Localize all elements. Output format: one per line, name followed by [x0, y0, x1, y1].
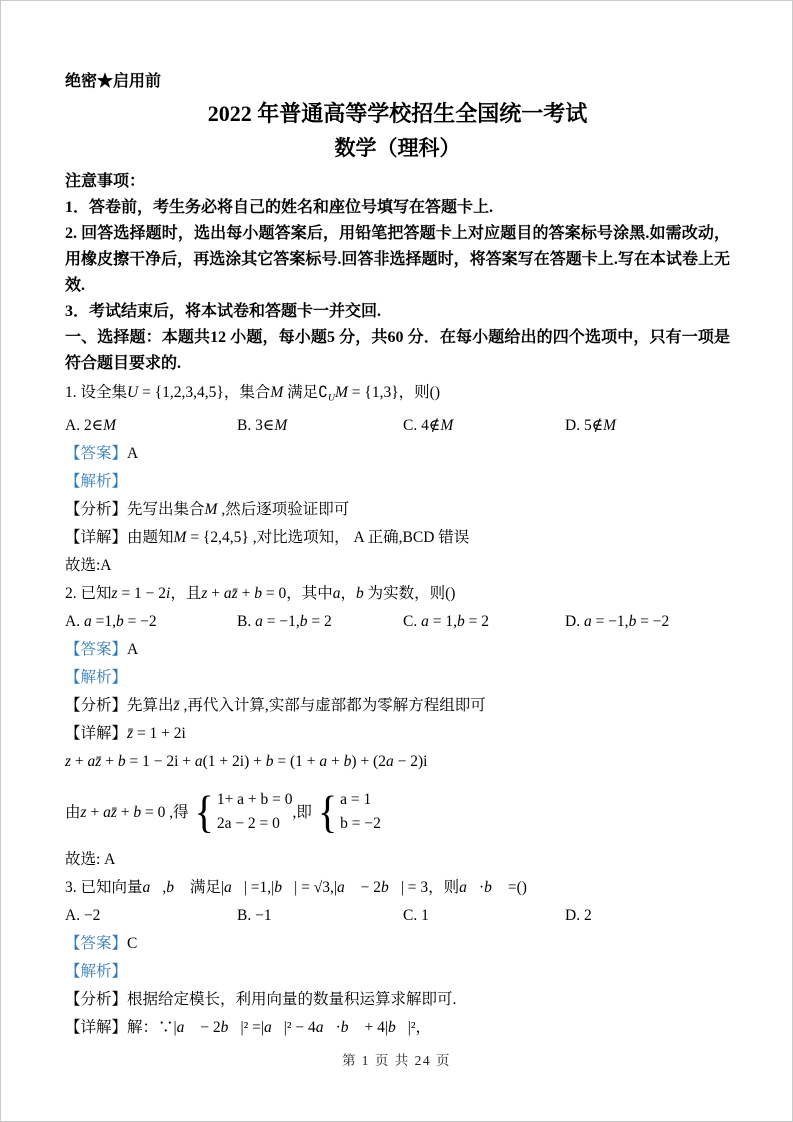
question-1-option-c: C. 4∉M — [403, 417, 454, 435]
equation: a = 1 — [340, 790, 372, 808]
answer-value: A — [127, 445, 139, 463]
question-2-answer-line — [65, 640, 730, 660]
question-1-option-b: B. 3∈M — [237, 417, 288, 435]
question-1 — [65, 383, 730, 576]
section-one-heading: 一、选择题：本题共12 小题，每小题5 分，共60 分．在每小题给出的四个选项中，只有一项是符合题目要求的. — [65, 329, 730, 372]
system-prefix: 由z + az̄ + b = 0 ,得 — [65, 804, 189, 822]
question-2-option-b: B. a = −1,b = 2 — [237, 613, 332, 631]
system-equations-2 — [340, 789, 381, 834]
curly-brace-icon: { — [317, 785, 338, 838]
question-3-option-a: A. −2 — [65, 907, 101, 925]
question-3-stem: 3. 已知向量a⃗,b⃗ 满足|a⃗| =1,|b⃗| = √3,|a⃗ − 2b⃗| = 3，则a⃗·b⃗ =() — [65, 879, 527, 897]
question-3-option-d: D. 2 — [565, 907, 592, 925]
notice-heading: 注意事项： — [65, 173, 146, 190]
question-3-option-b: B. −1 — [237, 907, 272, 925]
question-1-analysis: 【分析】先写出集合M ,然后逐项验证即可 — [65, 501, 350, 519]
question-1-detail: 【详解】由题知M = {2,4,5} ,对比选项知， A 正确,BCD 错误 — [65, 529, 470, 547]
question-2-equation-system — [65, 780, 730, 842]
question-2-option-c: C. a = 1,b = 2 — [403, 613, 489, 631]
question-3-analysis-header: 【解析】 — [65, 963, 128, 981]
question-2-conclusion: 故选: A — [65, 851, 116, 869]
question-3-answer-line — [65, 934, 730, 954]
notice-item-1: 1．答卷前，考生务必将自己的姓名和座位号填写在答题卡上. — [65, 199, 494, 216]
question-2-analysis-header: 【解析】 — [65, 669, 128, 687]
question-1-answer-line — [65, 444, 730, 464]
question-2-stem: 2. 已知z = 1 − 2i，且z + az̄ + b = 0，其中a，b 为实数，则() — [65, 585, 456, 603]
question-3-detail: 【详解】解：∵|a⃗ − 2b⃗|² =|a⃗|² − 4a⃗·b⃗ + 4|b⃗|²， — [65, 1019, 432, 1037]
question-3-option-c: C. 1 — [403, 907, 429, 925]
question-1-option-d: D. 5∉M — [565, 417, 617, 435]
question-2-detail-line-2: z + az̄ + b = 1 − 2i + a(1 + 2i) + b = (1 + a + b) + (2a − 2)i — [65, 753, 428, 771]
page-footer: 第 1 页 共 24 页 — [341, 1053, 452, 1068]
question-2-option-d: D. a = −1,b = −2 — [565, 613, 670, 631]
question-1-stem: 1. 设全集U = {1,2,3,4,5}，集合M 满足$∁_UM = \{1,3\}$，则() — [65, 384, 440, 404]
question-2-analysis: 【分析】先算出z̄ ,再代入计算,实部与虚部都为零解方程组即可 — [65, 697, 486, 715]
answer-value: A — [127, 641, 139, 659]
system-equations-1 — [217, 789, 293, 834]
question-1-conclusion: 故选:A — [65, 557, 112, 575]
system-mid: ,即 — [292, 804, 312, 822]
exam-subject: 数学（理科） — [334, 136, 461, 160]
curly-brace-icon: { — [194, 785, 214, 838]
question-1-option-a: A. 2∈M — [65, 417, 117, 435]
question-3-analysis: 【分析】根据给定模长，利用向量的数量积运算求解即可. — [65, 991, 457, 1009]
answer-value: C — [127, 935, 138, 953]
classification-label: 绝密★启用前 — [65, 73, 162, 90]
question-1-analysis-header: 【解析】 — [65, 473, 128, 491]
equation: 2a − 2 = 0 — [216, 814, 280, 832]
notice-item-3: 3．考试结束后，将本试卷和答题卡一并交回. — [65, 303, 382, 320]
question-3-options — [65, 906, 730, 926]
notice-item-2: 2. 回答选择题时，选出每小题答案后，用铅笔把答题卡上对应题目的答案标号涂黑.如需改动，用橡皮擦干净后，再选涂其它答案标号.回答非选择题时，将答案写在答题卡上.写在本试卷上无效. — [65, 225, 730, 294]
question-3 — [65, 878, 730, 1038]
answer-label: 【答案】 — [65, 445, 128, 463]
question-2-detail-line-1: 【详解】z̄ = 1 + 2i — [65, 725, 186, 743]
question-2-options — [65, 612, 730, 632]
question-2-option-a: A. a =1,b = −2 — [65, 613, 157, 631]
question-1-options — [65, 416, 730, 436]
answer-label: 【答案】 — [65, 641, 128, 659]
equation: b = −2 — [340, 814, 381, 832]
equation: 1+ a + b = 0 — [216, 790, 293, 808]
answer-label: 【答案】 — [65, 935, 128, 953]
notice-section — [65, 169, 730, 325]
question-2 — [65, 584, 730, 870]
exam-title: 2022 年普通高等学校招生全国统一考试 — [207, 101, 588, 126]
